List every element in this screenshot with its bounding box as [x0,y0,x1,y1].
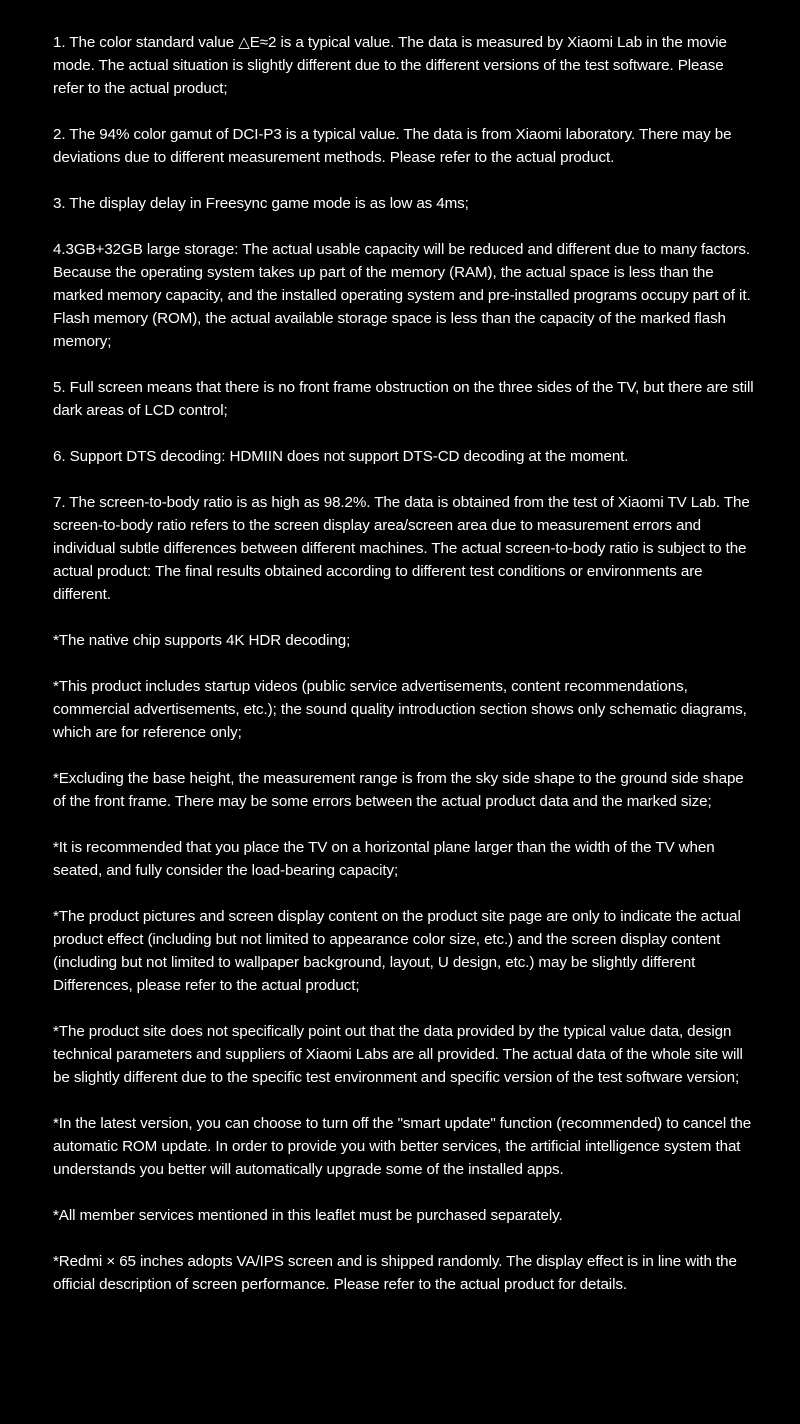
note-product-pictures: *The product pictures and screen display content on the product site page are only to indicate the actual product effect (including but not limited to appearance color size, etc.) and the screen display content (including but not limited to wallpaper background, layout, U design, etc.) may be slightly different Differences, please refer to the actual product; [53,908,741,994]
note-member-services: *All member services mentioned in this leaflet must be purchased separately. [53,1207,563,1224]
note-screen-to-body: 7. The screen-to-body ratio is as high as 98.2%. The data is obtained from the test of Xiaomi TV Lab. The screen-to-body ratio refers to the screen display area/screen area due to measurement errors and individual subtle differences between different machines. The actual screen-to-body ratio is subject to the actual product: The final results obtained according to different test conditions or environments are different. [53,494,750,603]
note-dts-decoding: 6. Support DTS decoding: HDMIIN does not support DTS-CD decoding at the moment. [53,448,629,465]
note-smart-update: *In the latest version, you can choose to turn off the "smart update" function (recommended) to cancel the automatic ROM update. In order to provide you with better services, the artificial intelligence system that understands you better will automatically upgrade some of the installed apps. [53,1115,752,1178]
note-storage: 4.3GB+32GB large storage: The actual usable capacity will be reduced and different due to many factors. Because the operating system takes up part of the memory (RAM), the actual space is less than the marked memory capacity, and the installed operating system and pre-installed programs occupy part of it. Flash memory (ROM), the actual available storage space is less than the capacity of the marked flash memory; [53,241,751,350]
note-typical-data: *The product site does not specifically point out that the data provided by the typical value data, design technical parameters and suppliers of Xiaomi Labs are all provided. The actual data of the whole site will be slightly different due to the specific test environment and specific version of the test software version; [53,1023,743,1086]
note-color-standard: 1. The color standard value △E≈2 is a typical value. The data is measured by Xiaomi Lab in the movie mode. The actual situation is slightly different due to the different versions of the test software. Please refer to the actual product; [53,34,727,97]
note-display-delay: 3. The display delay in Freesync game mode is as low as 4ms; [53,195,469,212]
note-screen-type: *Redmi × 65 inches adopts VA/IPS screen and is shipped randomly. The display effect is in line with the official description of screen performance. Please refer to the actual product for details. [53,1253,737,1293]
note-native-chip: *The native chip supports 4K HDR decoding; [53,632,351,649]
disclaimer-notes [53,31,755,1319]
note-color-gamut: 2. The 94% color gamut of DCI-P3 is a typical value. The data is from Xiaomi laboratory. There may be deviations due to different measurement methods. Please refer to the actual product. [53,126,732,166]
note-placement: *It is recommended that you place the TV on a horizontal plane larger than the width of the TV when seated, and fully consider the load-bearing capacity; [53,839,715,879]
note-base-height: *Excluding the base height, the measurement range is from the sky side shape to the ground side shape of the front frame. There may be some errors between the actual product data and the marked size; [53,770,744,810]
note-full-screen: 5. Full screen means that there is no front frame obstruction on the three sides of the TV, but there are still dark areas of LCD control; [53,379,754,419]
note-startup-videos: *This product includes startup videos (public service advertisements, content recommendations, commercial advertisements, etc.); the sound quality introduction section shows only schematic diagrams, which are for reference only; [53,678,747,741]
